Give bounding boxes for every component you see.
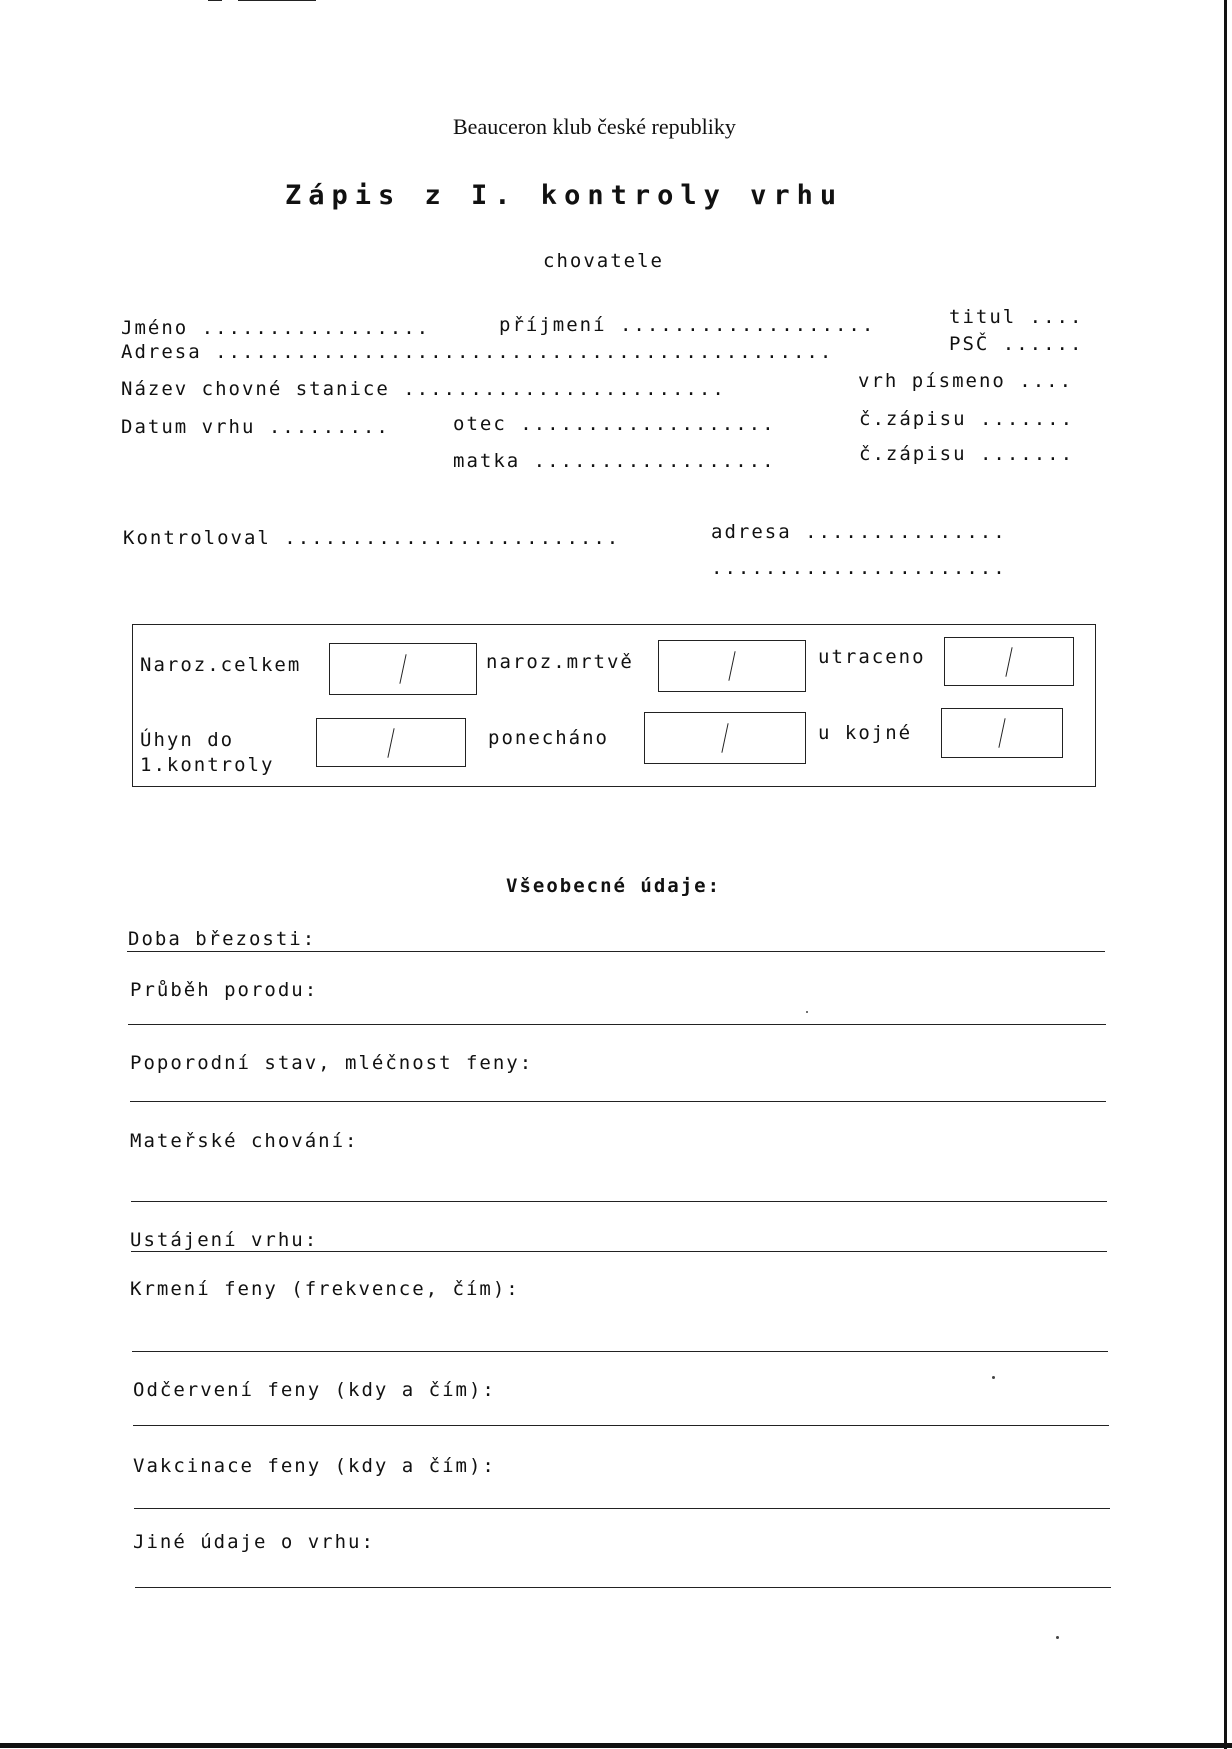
label-ustajeni: Ustájení vrhu:	[130, 1229, 319, 1251]
label-materske-chovani: Mateřské chování:	[130, 1130, 359, 1152]
field-adresa-kontrolora[interactable]: adresa ...............	[711, 521, 1007, 543]
label-uhyn-line1: Úhyn do	[140, 729, 235, 751]
line-vakcinace[interactable]	[134, 1508, 1110, 1509]
field-jmeno[interactable]: Jméno .................	[121, 317, 431, 339]
line-poporodni-stav[interactable]	[130, 1101, 1106, 1102]
slash-divider	[1005, 647, 1012, 677]
label-doba-brezosti: Doba březosti:	[128, 928, 317, 950]
slash-divider	[399, 654, 406, 684]
line-odcerveni[interactable]	[133, 1425, 1109, 1426]
slash-divider	[387, 728, 394, 758]
field-psc[interactable]: PSČ ......	[949, 333, 1084, 355]
label-prubeh-porodu: Průběh porodu:	[130, 979, 319, 1001]
field-nazev-chovne-stanice[interactable]: Název chovné stanice ........................	[121, 378, 726, 400]
label-poporodni-stav: Poporodní stav, mléčnost feny:	[130, 1052, 534, 1074]
slash-divider	[998, 718, 1005, 748]
label-jine-udaje: Jiné údaje o vrhu:	[133, 1531, 375, 1553]
label-u-kojne: u kojné	[818, 722, 913, 744]
scan-edge-right	[1224, 0, 1227, 1749]
scan-mark-top-1	[208, 0, 222, 1]
scan-speck	[1056, 1636, 1059, 1639]
label-odcerveni: Odčervení feny (kdy a čím):	[133, 1379, 496, 1401]
scan-edge-bottom	[0, 1743, 1232, 1748]
box-ponechano[interactable]	[644, 712, 806, 764]
slash-divider	[728, 651, 735, 681]
box-naroz-mrtve[interactable]	[658, 640, 806, 692]
field-titul[interactable]: titul ....	[949, 306, 1084, 328]
form-title: Zápis z I. kontroly vrhu	[285, 180, 844, 211]
label-krmeni: Krmení feny (frekvence, čím):	[130, 1278, 520, 1300]
label-naroz-mrtve: naroz.mrtvě	[486, 651, 634, 673]
field-vrh-pismeno[interactable]: vrh písmeno ....	[858, 370, 1074, 392]
field-prijmeni[interactable]: příjmení ...................	[499, 314, 876, 336]
label-utraceno: utraceno	[818, 646, 926, 668]
field-datum-vrhu[interactable]: Datum vrhu .........	[121, 416, 390, 438]
slash-divider	[721, 723, 728, 753]
field-otec[interactable]: otec ...................	[453, 413, 776, 435]
line-krmeni[interactable]	[132, 1351, 1108, 1352]
label-vakcinace: Vakcinace feny (kdy a čím):	[133, 1455, 496, 1477]
club-name: Beauceron klub české republiky	[453, 114, 736, 139]
box-utraceno[interactable]	[944, 637, 1074, 686]
box-uhyn[interactable]	[316, 718, 466, 767]
line-ustajeni[interactable]	[131, 1251, 1107, 1252]
label-naroz-celkem: Naroz.celkem	[140, 654, 302, 676]
form-subtitle: chovatele	[543, 250, 664, 272]
box-naroz-celkem[interactable]	[329, 643, 477, 695]
line-materske-chovani[interactable]	[131, 1201, 1107, 1202]
line-prubeh-porodu[interactable]	[128, 1024, 1106, 1025]
box-u-kojne[interactable]	[941, 708, 1063, 758]
scan-mark-top-2	[238, 0, 316, 1]
label-ponechano: ponecháno	[488, 727, 609, 749]
label-uhyn-line2: 1.kontroly	[140, 754, 275, 776]
field-otec-zapis[interactable]: č.zápisu .......	[859, 408, 1075, 430]
general-heading: Všeobecné údaje:	[506, 875, 722, 897]
field-matka[interactable]: matka ..................	[453, 450, 776, 472]
scan-speck	[806, 1011, 808, 1013]
line-jine-udaje[interactable]	[135, 1587, 1111, 1588]
field-kontroloval[interactable]: Kontroloval .........................	[123, 527, 621, 549]
field-adresa[interactable]: Adresa ..............................................	[121, 341, 834, 363]
scan-speck	[992, 1376, 995, 1379]
field-matka-zapis[interactable]: č.zápisu .......	[859, 443, 1075, 465]
field-adresa-kontrolora-line2[interactable]: ......................	[711, 557, 1007, 579]
line-doba-brezosti[interactable]	[127, 951, 1105, 952]
